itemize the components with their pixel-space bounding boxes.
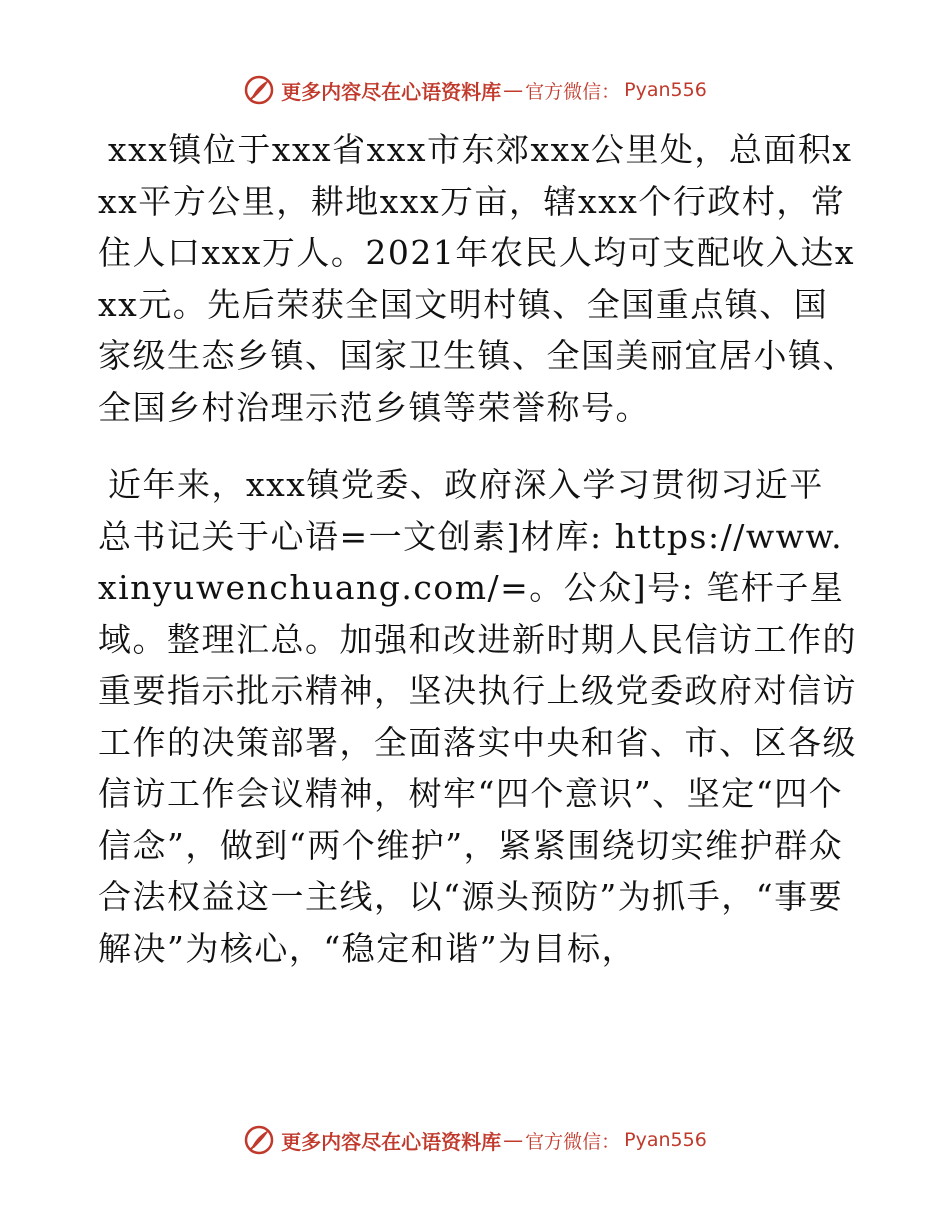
paragraph-2: 近年来，xxx镇党委、政府深入学习贯彻习近平总书记关于心语=一文创素]材库: https://www.xinyuwenchuang.com/=。公众]号: 笔杆子星域。整理汇总。加强和改进新时期人民信访工作的重要指示批示精神，坚决执行上级党委政府对信访工作的决策部署，全面落实中央和省、市、区各级信访工作会议精神，树牢“四个意识”、坚定“四个信念”，做到“两个维护”，紧紧围绕切实维护群众合法权益这一主线，以“源头预防”为抓手，“事要解决”为核心，“稳定和谐”为目标， xyxy=(98,465,857,968)
watermark-wechat-id: Pyan556 xyxy=(624,1129,707,1151)
quill-logo-icon xyxy=(243,74,275,106)
watermark-separator: — xyxy=(503,1128,524,1152)
watermark-wechat-label: 官方微信： xyxy=(525,1130,621,1153)
watermark-wechat-id: Pyan556 xyxy=(624,79,707,101)
quill-logo-icon xyxy=(243,1124,275,1156)
watermark-separator: — xyxy=(503,78,524,102)
watermark-main-text: 更多内容尽在心语资料库 xyxy=(281,79,502,104)
paragraph-1: xxx镇位于xxx省xxx市东郊xxx公里处，总面积xxx平方公里，耕地xxx万亩，辖xxx个行政村，常住人口xxx万人。2021年农民人均可支配收入达xxx元。先后荣获全国文明村镇、全国重点镇、国家级生态乡镇、国家卫生镇、全国美丽宜居小镇、全国乡村治理示范乡镇等荣誉称号。 xyxy=(98,130,857,427)
footer-watermark xyxy=(0,1120,950,1160)
document-body xyxy=(98,124,858,974)
header-watermark xyxy=(0,70,950,110)
watermark-wechat-label: 官方微信： xyxy=(525,80,621,103)
watermark-main-text: 更多内容尽在心语资料库 xyxy=(281,1129,502,1154)
